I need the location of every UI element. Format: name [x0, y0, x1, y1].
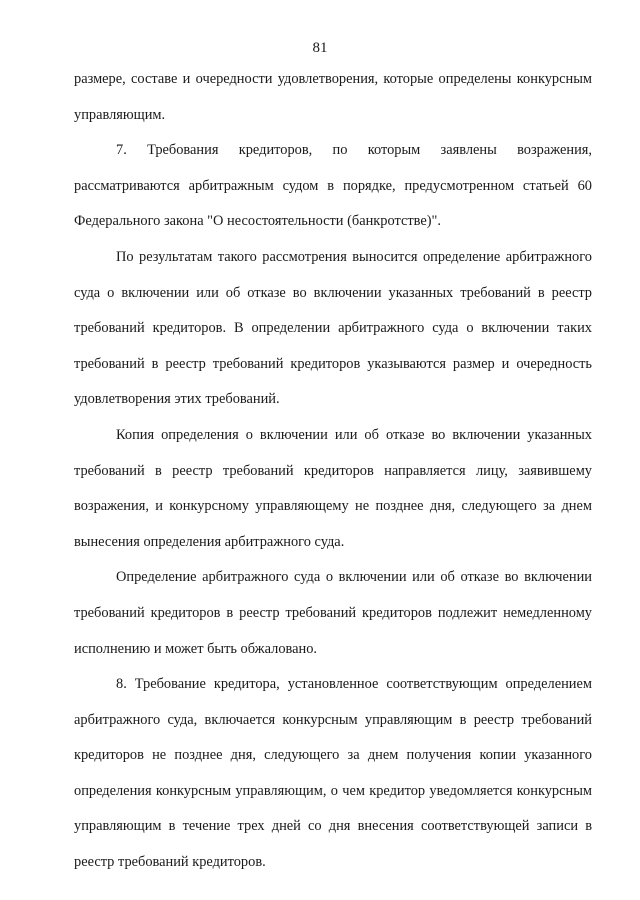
paragraph-item-7: 7. Требования кредиторов, по которым заявлены возражения, рассматриваются арбитражным судом в порядке, предусмотренном статьей 60 Федерального закона "О несостоятельности (банкротстве)". [74, 142, 592, 230]
document-body [74, 62, 592, 881]
paragraph-review-result: По результатам такого рассмотрения выносится определение арбитражного суда о включении или об отказе во включении указанных требований в реестр требований кредиторов. В определении арбитражного суда о включении таких требований в реестр требований кредиторов указываются размер и очередность удовлетворения этих требований. [74, 248, 592, 408]
paragraph-continuation: размере, составе и очередности удовлетворения, которые определены конкурсным управляющим. [74, 71, 592, 123]
paragraph-ruling-execution: Определение арбитражного суда о включении или об отказе во включении требований кредиторов в реестр требований кредиторов подлежит немедленному исполнению и может быть обжаловано. [74, 569, 592, 657]
paragraph-item-8: 8. Требование кредитора, установленное соответствующим определением арбитражного суда, включается конкурсным управляющим в реестр требований кредиторов не позднее дня, следующего за днем получения копии указанного определения конкурсным управляющим, о чем кредитор уведомляется конкурсным управляющим в течение трех дней со дня внесения соответствующей записи в реестр требований кредиторов. [74, 676, 592, 871]
page-number: 81 [312, 40, 328, 56]
paragraph-copy-of-ruling: Копия определения о включении или об отказе во включении указанных требований в реестр требований кредиторов направляется лицу, заявившему возражения, и конкурсному управляющему не позднее дня, следующего за днем вынесения определения арбитражного суда. [74, 426, 592, 550]
